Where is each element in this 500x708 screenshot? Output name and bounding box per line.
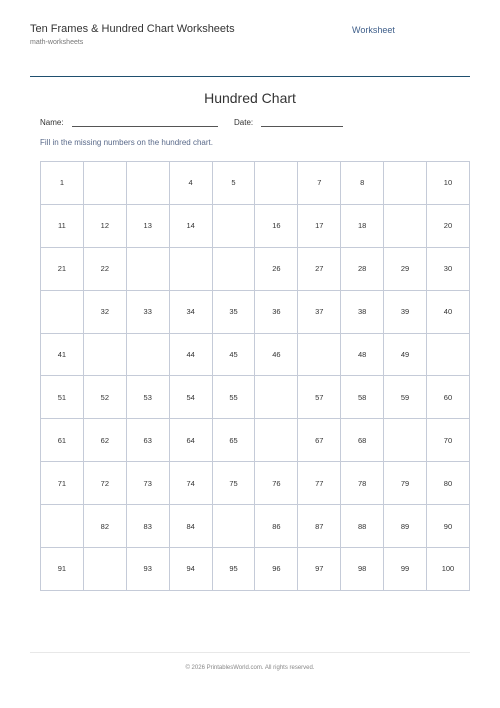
- chart-row: [41, 162, 470, 205]
- chart-row: [41, 419, 470, 462]
- chart-cell-blank[interactable]: [384, 204, 427, 247]
- chart-cell: 48: [341, 333, 384, 376]
- chart-cell-blank[interactable]: [83, 162, 126, 205]
- chart-cell: 59: [384, 376, 427, 419]
- chart-cell: 11: [41, 204, 84, 247]
- chart-cell-blank[interactable]: [384, 419, 427, 462]
- chart-cell: 75: [212, 462, 255, 505]
- chart-cell: 80: [427, 462, 470, 505]
- site-title: Ten Frames & Hundred Chart Worksheets: [30, 23, 235, 35]
- chart-cell: 8: [341, 162, 384, 205]
- chart-cell: 64: [169, 419, 212, 462]
- chart-cell: 27: [298, 247, 341, 290]
- chart-cell: 20: [427, 204, 470, 247]
- chart-cell-blank[interactable]: [255, 419, 298, 462]
- chart-cell: 18: [341, 204, 384, 247]
- chart-cell: 29: [384, 247, 427, 290]
- chart-row: [41, 462, 470, 505]
- chart-cell-blank[interactable]: [169, 247, 212, 290]
- date-line[interactable]: [261, 117, 343, 127]
- chart-cell: 93: [126, 548, 169, 591]
- chart-cell: 98: [341, 548, 384, 591]
- chart-cell: 87: [298, 505, 341, 548]
- date-label: Date:: [234, 118, 254, 127]
- chart-cell: 10: [427, 162, 470, 205]
- chart-cell: 67: [298, 419, 341, 462]
- chart-row: [41, 247, 470, 290]
- chart-cell: 58: [341, 376, 384, 419]
- chart-cell: 84: [169, 505, 212, 548]
- chart-cell: 13: [126, 204, 169, 247]
- chart-cell: 41: [41, 333, 84, 376]
- chart-cell-blank[interactable]: [83, 333, 126, 376]
- chart-cell: 51: [41, 376, 84, 419]
- chart-row: [41, 376, 470, 419]
- chart-row: [41, 548, 470, 591]
- chart-cell-blank[interactable]: [255, 162, 298, 205]
- hundred-chart: [40, 161, 470, 591]
- chart-cell: 77: [298, 462, 341, 505]
- chart-cell-blank[interactable]: [255, 376, 298, 419]
- chart-cell: 34: [169, 290, 212, 333]
- chart-cell: 55: [212, 376, 255, 419]
- chart-cell: 65: [212, 419, 255, 462]
- chart-row: [41, 290, 470, 333]
- chart-cell: 17: [298, 204, 341, 247]
- chart-cell: 68: [341, 419, 384, 462]
- chart-cell: 39: [384, 290, 427, 333]
- chart-cell: 94: [169, 548, 212, 591]
- chart-cell-blank[interactable]: [41, 505, 84, 548]
- chart-cell: 16: [255, 204, 298, 247]
- name-line[interactable]: [72, 117, 218, 127]
- chart-cell: 22: [83, 247, 126, 290]
- chart-row: [41, 505, 470, 548]
- chart-cell: 32: [83, 290, 126, 333]
- worksheet-tag-link[interactable]: Worksheet: [352, 25, 395, 35]
- chart-row: [41, 204, 470, 247]
- chart-cell: 40: [427, 290, 470, 333]
- instructions: Fill in the missing numbers on the hundred chart.: [40, 138, 213, 147]
- chart-cell: 63: [126, 419, 169, 462]
- chart-cell: 62: [83, 419, 126, 462]
- chart-cell: 61: [41, 419, 84, 462]
- chart-cell-blank[interactable]: [126, 333, 169, 376]
- chart-cell: 14: [169, 204, 212, 247]
- chart-cell: 37: [298, 290, 341, 333]
- chart-cell: 52: [83, 376, 126, 419]
- chart-cell: 28: [341, 247, 384, 290]
- chart-cell: 71: [41, 462, 84, 505]
- chart-cell: 54: [169, 376, 212, 419]
- chart-cell: 70: [427, 419, 470, 462]
- chart-cell: 79: [384, 462, 427, 505]
- chart-cell: 30: [427, 247, 470, 290]
- chart-cell: 95: [212, 548, 255, 591]
- chart-cell: 86: [255, 505, 298, 548]
- footer-divider: [30, 652, 470, 653]
- chart-cell: 88: [341, 505, 384, 548]
- chart-cell-blank[interactable]: [384, 162, 427, 205]
- chart-cell: 100: [427, 548, 470, 591]
- site-subtitle: math-worksheets: [30, 39, 84, 46]
- chart-cell-blank[interactable]: [83, 548, 126, 591]
- chart-cell: 73: [126, 462, 169, 505]
- chart-row: [41, 333, 470, 376]
- chart-cell: 78: [341, 462, 384, 505]
- chart-cell: 26: [255, 247, 298, 290]
- chart-cell: 35: [212, 290, 255, 333]
- chart-cell: 74: [169, 462, 212, 505]
- chart-cell-blank[interactable]: [298, 333, 341, 376]
- chart-cell: 90: [427, 505, 470, 548]
- chart-cell-blank[interactable]: [126, 247, 169, 290]
- date-field[interactable]: [234, 117, 343, 127]
- chart-cell: 1: [41, 162, 84, 205]
- chart-cell: 76: [255, 462, 298, 505]
- name-label: Name:: [40, 118, 64, 127]
- chart-cell: 49: [384, 333, 427, 376]
- chart-cell-blank[interactable]: [212, 247, 255, 290]
- chart-cell: 83: [126, 505, 169, 548]
- chart-cell: 38: [341, 290, 384, 333]
- name-field[interactable]: [40, 117, 218, 127]
- chart-cell: 91: [41, 548, 84, 591]
- chart-cell: 46: [255, 333, 298, 376]
- chart-cell: 33: [126, 290, 169, 333]
- chart-cell-blank[interactable]: [212, 204, 255, 247]
- chart-cell: 44: [169, 333, 212, 376]
- chart-cell: 96: [255, 548, 298, 591]
- chart-cell: 53: [126, 376, 169, 419]
- header-divider: [30, 76, 470, 77]
- chart-cell: 82: [83, 505, 126, 548]
- chart-cell-blank[interactable]: [126, 162, 169, 205]
- chart-cell: 5: [212, 162, 255, 205]
- chart-cell: 99: [384, 548, 427, 591]
- chart-cell-blank[interactable]: [427, 333, 470, 376]
- chart-cell: 57: [298, 376, 341, 419]
- chart-cell: 97: [298, 548, 341, 591]
- chart-cell-blank[interactable]: [41, 290, 84, 333]
- chart-cell: 36: [255, 290, 298, 333]
- chart-cell: 60: [427, 376, 470, 419]
- page-title: Hundred Chart: [204, 90, 296, 106]
- chart-cell: 45: [212, 333, 255, 376]
- chart-cell: 4: [169, 162, 212, 205]
- chart-cell: 12: [83, 204, 126, 247]
- chart-cell: 72: [83, 462, 126, 505]
- chart-cell: 21: [41, 247, 84, 290]
- footer-copyright: © 2026 PrintablesWorld.com. All rights reserved.: [185, 665, 315, 671]
- chart-cell-blank[interactable]: [212, 505, 255, 548]
- chart-cell: 89: [384, 505, 427, 548]
- chart-cell: 7: [298, 162, 341, 205]
